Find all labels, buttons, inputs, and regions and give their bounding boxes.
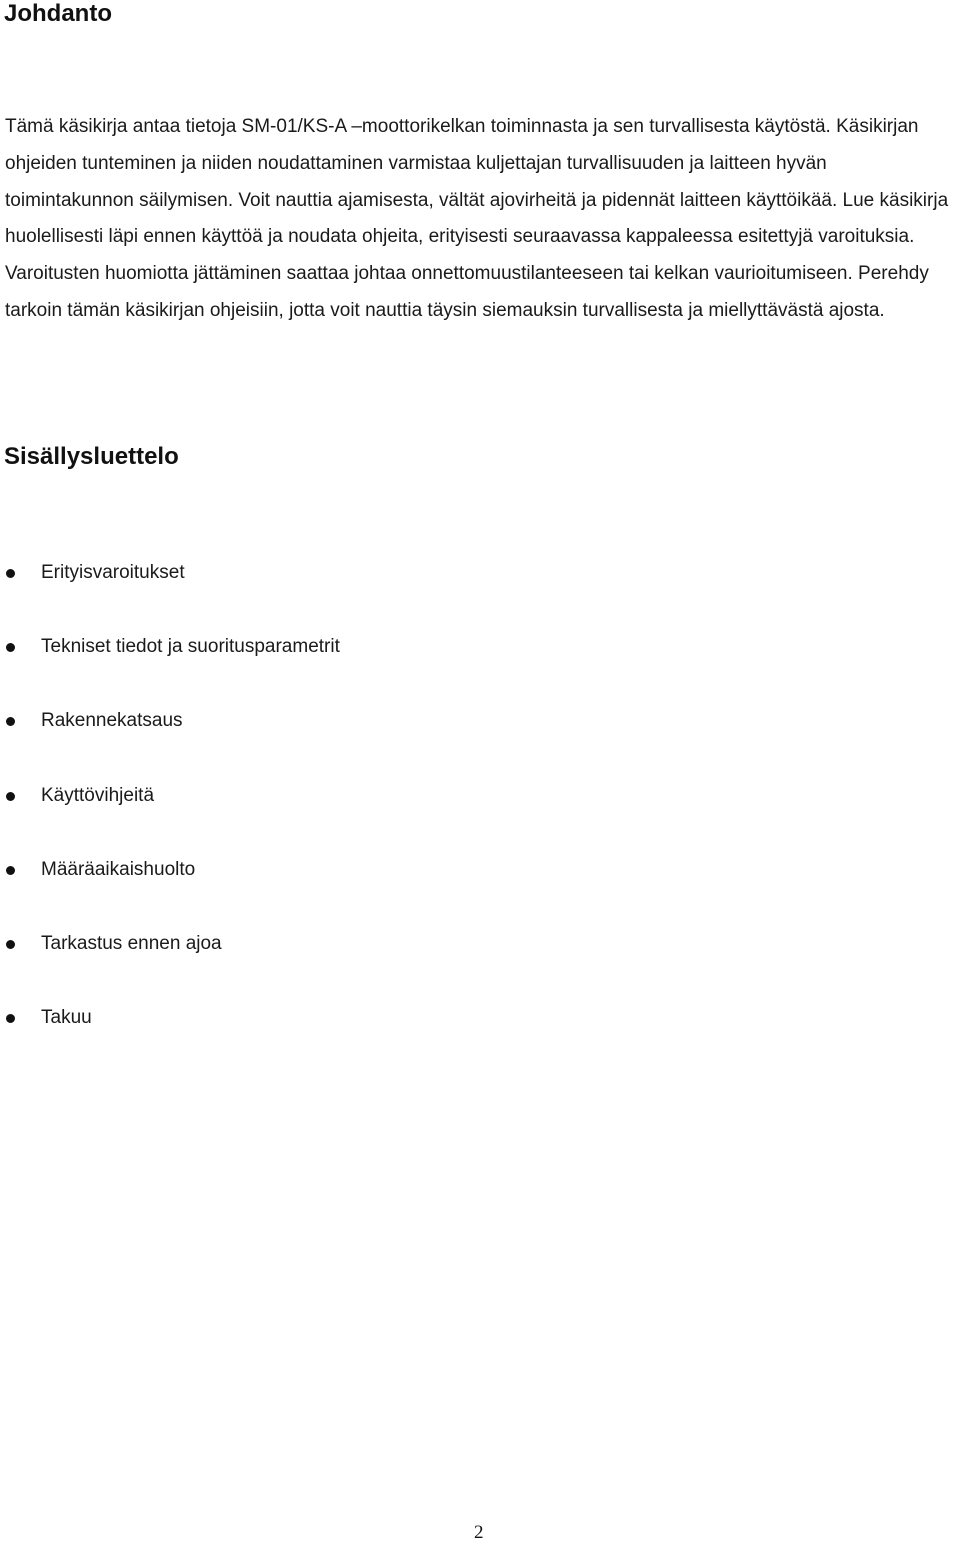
toc-item-label: Tekniset tiedot ja suoritusparametrit [41, 636, 340, 658]
bullet-icon [6, 1014, 15, 1023]
toc-item-label: Rakennekatsaus [41, 710, 183, 732]
intro-paragraph: Tämä käsikirja antaa tietoja SM-01/KS-A –moottorikelkan toiminnasta ja sen turvallisesta käytöstä. Käsikirjan ohjeiden tunteminen ja niiden noudattaminen varmistaa kuljettajan turvallisuuden ja laitteen hyvän toimintakunnon säilymisen. Voit nauttia ajamisesta, vältät ajovirheitä ja pidennät laitteen käyttöikää. Lue käsikirja huolellisesti läpi ennen käyttöä ja noudata ohjeita, erityisesti seuraavassa kappaleessa esitettyjä varoituksia. Varoitusten huomiotta jättäminen saattaa johtaa onnettomuustilanteeseen tai kelkan vaurioitumiseen. Perehdy tarkoin tämän käsikirjan ohjeisiin, jotta voit nauttia täysin siemauksin turvallisesta ja miellyttävästä ajosta. [5, 116, 949, 321]
toc-item-label: Käyttövihjeitä [41, 784, 155, 806]
intro-heading: Johdanto [4, 0, 112, 27]
bullet-icon [6, 792, 15, 801]
toc-item-label: Tarkastus ennen ajoa [41, 932, 222, 954]
bullet-icon [6, 569, 15, 578]
page-number: 2 [474, 1522, 484, 1543]
toc-item-label: Erityisvaroitukset [41, 562, 185, 583]
toc-item-label: Määräaikaishuolto [41, 858, 196, 880]
toc-item-label: Takuu [41, 1007, 92, 1029]
bullet-icon [6, 866, 15, 875]
bullet-icon [6, 940, 15, 949]
toc-heading: Sisällysluettelo [4, 443, 179, 470]
bullet-icon [6, 717, 15, 726]
bullet-icon [6, 643, 15, 652]
